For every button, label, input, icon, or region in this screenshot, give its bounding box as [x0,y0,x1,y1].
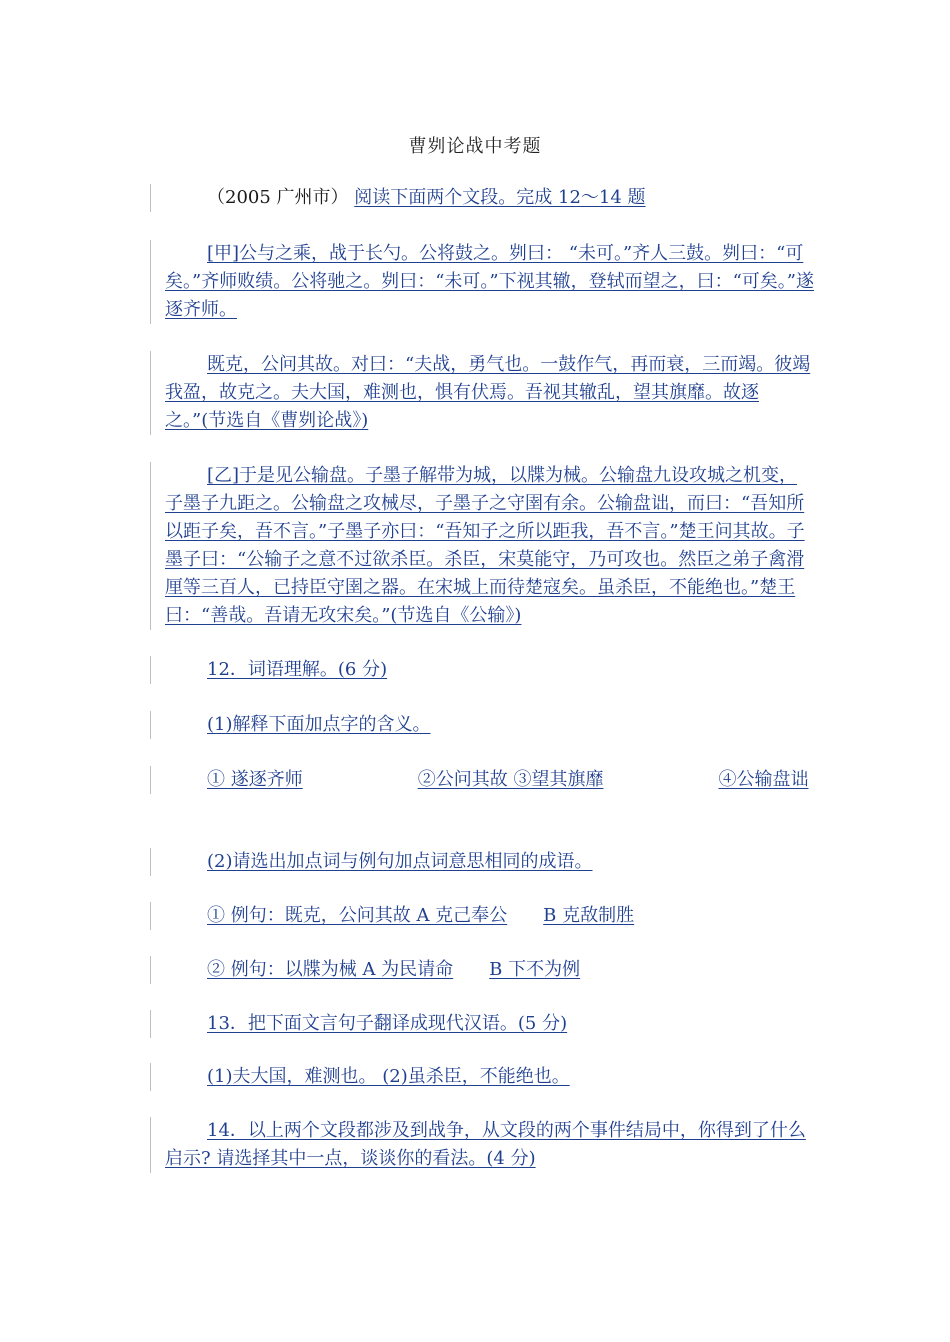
passage-jia-2-text[interactable]: 既克，公问其故。对曰：“夫战，勇气也。一鼓作气，再而衰，三而竭。彼竭我盈，故克之。夫大国，难测也，惧有伏焉。吾视其辙乱，望其旗靡。故逐之。”(节选自《曹刿论战》) [165,354,811,431]
question-12-title[interactable]: 12．词语理解。(6 分) [207,659,388,680]
question-12-example-2[interactable]: ② 例句：以牒为械 A 为民请命 B 下不为例 [207,959,581,980]
question-13-title[interactable]: 13．把下面文言句子翻译成现代汉语。(5 分) [207,1013,568,1034]
question-12-part-2-block [150,848,815,876]
passage-jia-1-text[interactable]: [甲]公与之乘，战于长勺。公将鼓之。刿曰： “未可。”齐人三鼓。刿曰：“可矣。”齐师败绩。公将驰之。刿曰：“未可。”下视其辙，登轼而望之，曰：“可矣。”遂逐齐师。 [165,243,815,320]
question-12-item-b[interactable]: ②公问其故 ③望其旗靡 [417,769,604,790]
question-12-title-block [150,656,815,684]
question-12-item-c[interactable]: ④公输盘诎 [718,769,809,790]
question-12-example-2-block [150,956,815,984]
question-13-items[interactable]: (1)夫大国，难测也。 (2)虽杀臣，不能绝也。 [207,1066,570,1087]
question-13-items-block [150,1063,815,1091]
passage-jia-paragraph-2 [150,351,815,435]
document-title: 曹刿论战中考题 [408,136,542,157]
question-12-items-1-block [150,766,815,794]
question-12-example-1[interactable]: ① 例句：既克，公问其故 A 克己奉公 B 克敌制胜 [207,905,635,926]
question-12-part-1[interactable]: (1)解释下面加点字的含义。 [207,714,431,735]
question-13-title-block [150,1010,815,1038]
question-14-block [150,1117,815,1173]
question-12-part-1-block [150,711,815,739]
passage-yi-paragraph [150,462,815,630]
intro-block [150,184,815,212]
intro-instruction-link[interactable]: 阅读下面两个文段。完成 12～14 题 [354,187,646,208]
question-12-example-1-block [150,902,815,930]
question-12-item-a[interactable]: ① 遂逐齐师 [207,769,303,790]
intro-source: （2005 广州市） [207,187,349,208]
question-14-text[interactable]: 14．以上两个文段都涉及到战争，从文段的两个事件结局中，你得到了什么启示? 请选择其中一点，谈谈你的看法。(4 分) [165,1120,806,1169]
passage-jia-paragraph-1 [150,240,815,324]
question-12-part-2[interactable]: (2)请选出加点词与例句加点词意思相同的成语。 [207,851,593,872]
passage-yi-text[interactable]: [乙]于是见公输盘。子墨子解带为城，以牒为械。公输盘九设攻城之机变，子墨子九距之。公输盘之攻械尽，子墨子之守圉有余。公输盘诎，而曰：“吾知所以距子矣，吾不言。”子墨子亦曰：“吾知子之所以距我，吾不言。”楚王问其故。子墨子曰：“公输子之意不过欲杀臣。杀臣，宋莫能守，乃可攻也。然臣之弟子禽滑厘等三百人，已持臣守圉之器。在宋城上而待楚寇矣。虽杀臣，不能绝也。”楚王曰：“善哉。吾请无攻宋矣。”(节选自《公输》) [165,465,805,626]
